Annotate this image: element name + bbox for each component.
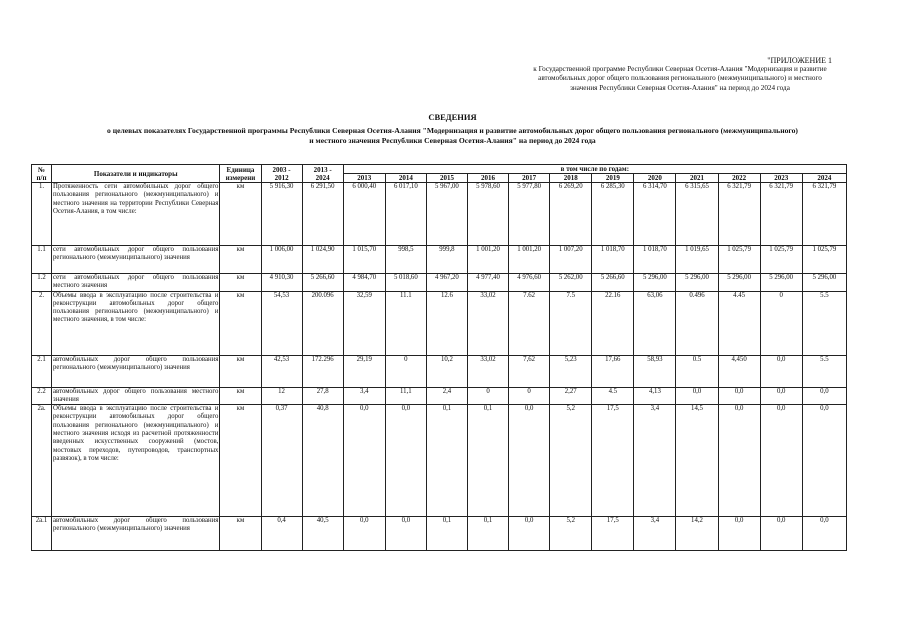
row-year-value: 1 019,65 xyxy=(676,246,718,274)
row-unit: км xyxy=(220,355,261,387)
row-year-value: 5 296,00 xyxy=(676,274,718,292)
row-year-value: 0,1 xyxy=(426,517,467,551)
row-year-value: 5 296,00 xyxy=(760,274,802,292)
row-year-value: 3,4 xyxy=(634,517,676,551)
table-row xyxy=(32,291,847,355)
row-year-value: 1 001,20 xyxy=(509,246,550,274)
row-period-2-value: 40,8 xyxy=(302,405,343,517)
header-year: 2017 xyxy=(509,174,550,183)
row-indicator: сети автомобильных дорог общего пользования местного значения xyxy=(53,274,219,290)
row-year-value: 5 266,60 xyxy=(592,274,634,292)
row-year-value: 5 262,00 xyxy=(550,274,592,292)
row-year-value: 4 984,70 xyxy=(343,274,385,292)
row-period-1-value: 12 xyxy=(261,387,302,405)
row-year-value: 0,0 xyxy=(760,405,802,517)
row-year-value: 0,0 xyxy=(343,517,385,551)
header-year: 2023 xyxy=(760,174,802,183)
row-number: 2.2 xyxy=(32,387,52,405)
document-heading: СВЕДЕНИЯ xyxy=(428,112,477,122)
header-year: 2019 xyxy=(592,174,634,183)
header-year: 2021 xyxy=(676,174,718,183)
row-year-value: 32,59 xyxy=(343,291,385,355)
row-year-value: 3,4 xyxy=(634,405,676,517)
row-year-value: 14,2 xyxy=(676,517,718,551)
row-year-value: 0,0 xyxy=(760,387,802,405)
row-year-value: 5.5 xyxy=(802,291,846,355)
row-year-value: 7.62 xyxy=(509,291,550,355)
row-unit: км xyxy=(220,274,261,292)
table-row xyxy=(32,183,847,246)
row-year-value: 11,1 xyxy=(385,387,426,405)
row-year-value: 58,93 xyxy=(634,355,676,387)
row-year-value: 0,0 xyxy=(760,517,802,551)
row-year-value: 2,27 xyxy=(550,387,592,405)
row-year-value: 10,2 xyxy=(426,355,467,387)
row-year-value: 1 015,70 xyxy=(343,246,385,274)
row-year-value: 0,1 xyxy=(426,405,467,517)
row-unit: км xyxy=(220,246,261,274)
row-indicator: Протяженность сети автомобильных дорог общего пользования регионального (межмуниципального) и местного значения на территории Республики Северная Осетия-Алания, в том числе: xyxy=(52,183,220,246)
row-unit: км xyxy=(220,387,261,405)
row-number: 1.1 xyxy=(32,246,52,274)
row-year-value: 4,450 xyxy=(718,355,760,387)
header-year: 2018 xyxy=(550,174,592,183)
row-year-value: 998,5 xyxy=(385,246,426,274)
header-year: 2014 xyxy=(385,174,426,183)
row-year-value: 4 967,20 xyxy=(426,274,467,292)
row-year-value: 12.6 xyxy=(426,291,467,355)
row-year-value: 4.5 xyxy=(592,387,634,405)
row-year-value: 6 269,20 xyxy=(550,183,592,246)
table-row xyxy=(32,355,847,387)
row-year-value: 1 025,79 xyxy=(718,246,760,274)
appendix-header xyxy=(470,56,890,93)
appendix-title: "ПРИЛОЖЕНИЕ 1 xyxy=(767,56,832,65)
row-year-value: 1 007,20 xyxy=(550,246,592,274)
row-year-value: 6 314,70 xyxy=(634,183,676,246)
row-year-value: 0,0 xyxy=(385,517,426,551)
row-year-value: 11.1 xyxy=(385,291,426,355)
row-unit: км xyxy=(220,291,261,355)
header-year: 2020 xyxy=(634,174,676,183)
row-year-value: 0,0 xyxy=(718,387,760,405)
row-indicator: Объемы ввода в эксплуатацию после строительства и реконструкции автомобильных дорог общего пользования регионального (межмуниципального) и местного значения, в том числе: xyxy=(52,291,220,355)
row-period-1-value: 5 916,30 xyxy=(261,183,302,246)
row-year-value: 0,0 xyxy=(509,405,550,517)
header-year: 2016 xyxy=(467,174,508,183)
header-year: 2022 xyxy=(718,174,760,183)
row-year-value: 0.5 xyxy=(676,355,718,387)
header-year: 2024 xyxy=(802,174,846,183)
row-indicator: сети автомобильных дорог общего пользования регионального (межмуниципального) значения xyxy=(52,246,220,274)
row-number: 2а. xyxy=(32,405,52,517)
row-year-value: 5 296,00 xyxy=(634,274,676,292)
row-year-value: 2,4 xyxy=(426,387,467,405)
row-year-value: 0 xyxy=(467,387,508,405)
row-year-value: 4 977,40 xyxy=(467,274,508,292)
subheading-line-1: о целевых показателях Государственной программы Республики Северная Осетия-Алания "Модернизация и развитие автомобильных дорог общего пользования регионального (межмуниципального) xyxy=(107,126,798,135)
row-number: 1. xyxy=(32,183,52,246)
row-unit: км xyxy=(220,405,261,517)
row-year-value: 0,0 xyxy=(802,387,846,405)
table-row xyxy=(32,246,847,274)
row-period-2-value: 1 024,90 xyxy=(302,246,343,274)
row-year-value: 6 017,10 xyxy=(385,183,426,246)
row-year-value: 0,1 xyxy=(467,517,508,551)
row-period-1-value: 54,53 xyxy=(261,291,302,355)
row-period-2-value: 40,5 xyxy=(302,517,343,551)
row-year-value: 33,02 xyxy=(467,355,508,387)
header-num: № п/п xyxy=(32,165,52,183)
row-indicator: автомобильных дорог общего пользования регионального (межмуниципального) значения xyxy=(52,517,220,551)
row-year-value: 5,2 xyxy=(550,405,592,517)
row-year-value: 4.45 xyxy=(718,291,760,355)
row-unit: км xyxy=(220,183,261,246)
appendix-line-2: автомобильных дорог общего пользования регионального (межмуниципального) и местного xyxy=(538,74,822,83)
row-year-value: 1 018,70 xyxy=(634,246,676,274)
row-year-value: 14,5 xyxy=(676,405,718,517)
row-year-value: 0,1 xyxy=(467,405,508,517)
row-year-value: 0,0 xyxy=(718,405,760,517)
row-year-value: 5 296,00 xyxy=(718,274,760,292)
row-period-2-value: 200.096 xyxy=(302,291,343,355)
row-period-2-value: 5 266,60 xyxy=(302,274,343,292)
row-year-value: 0,0 xyxy=(802,517,846,551)
row-year-value: 17,5 xyxy=(592,405,634,517)
row-period-1-value: 0,37 xyxy=(261,405,302,517)
row-year-value: 0,0 xyxy=(385,405,426,517)
table-row xyxy=(32,517,847,551)
row-period-2-value: 27,8 xyxy=(302,387,343,405)
subheading-line-2: и местного значения Республики Северная Осетия-Алания" на период до 2024 года xyxy=(309,136,596,145)
row-year-value: 0 xyxy=(509,387,550,405)
row-year-value: 6 321,79 xyxy=(802,183,846,246)
header-unit: Единица измерени xyxy=(220,165,261,183)
row-year-value: 0,0 xyxy=(718,517,760,551)
row-year-value: 17,66 xyxy=(592,355,634,387)
row-year-value: 6 315,65 xyxy=(676,183,718,246)
row-year-value: 6 000,40 xyxy=(343,183,385,246)
row-number: 2а.1 xyxy=(32,517,52,551)
row-period-2-value: 6 291,50 xyxy=(302,183,343,246)
appendix-line-3: значения Республики Северная Осетия-Алания" на период до 2024 года xyxy=(570,83,790,92)
table-row xyxy=(32,274,847,292)
row-year-value: 1 001,20 xyxy=(467,246,508,274)
row-year-value: 5 978,60 xyxy=(467,183,508,246)
row-indicator: автомобильных дорог общего пользования регионального (межмуниципального) значения xyxy=(52,355,220,387)
row-number: 2. xyxy=(32,291,52,355)
row-year-value: 0,0 xyxy=(676,387,718,405)
row-year-value: 6 321,79 xyxy=(718,183,760,246)
row-year-value: 0,0 xyxy=(760,355,802,387)
row-year-value: 5 018,60 xyxy=(385,274,426,292)
header-year: 2015 xyxy=(426,174,467,183)
row-number: 1.2 xyxy=(32,274,52,292)
row-period-2-value: 172.296 xyxy=(302,355,343,387)
row-period-1-value: 0,4 xyxy=(261,517,302,551)
row-year-value: 4 976,60 xyxy=(509,274,550,292)
row-year-value: 4,13 xyxy=(634,387,676,405)
row-year-value: 0,0 xyxy=(343,405,385,517)
row-year-value: 5.5 xyxy=(802,355,846,387)
row-number: 2.1 xyxy=(32,355,52,387)
row-year-value: 0 xyxy=(760,291,802,355)
row-year-value: 0.496 xyxy=(676,291,718,355)
row-year-value: 7.5 xyxy=(550,291,592,355)
row-year-value: 33,02 xyxy=(467,291,508,355)
row-indicator: автомобильных дорог общего пользования местного значения xyxy=(53,387,219,403)
header-indicator: Показатели и индикаторы xyxy=(52,165,220,183)
row-period-1-value: 42,53 xyxy=(261,355,302,387)
row-year-value: 22.16 xyxy=(592,291,634,355)
row-year-value: 29,19 xyxy=(343,355,385,387)
header-period-2: 2013 - 2024 xyxy=(302,165,343,183)
row-year-value: 1 025,79 xyxy=(802,246,846,274)
row-year-value: 63,06 xyxy=(634,291,676,355)
row-year-value: 17,5 xyxy=(592,517,634,551)
row-period-1-value: 1 006,00 xyxy=(261,246,302,274)
row-year-value: 5 977,80 xyxy=(509,183,550,246)
row-year-value: 0 xyxy=(385,355,426,387)
row-year-value: 6 321,79 xyxy=(760,183,802,246)
indicators-table xyxy=(31,164,847,551)
header-year: 2013 xyxy=(343,174,385,183)
appendix-line-1: к Государственной программе Республики Северная Осетия-Алания "Модернизация и развитие xyxy=(533,65,827,74)
row-year-value: 999,8 xyxy=(426,246,467,274)
table-row xyxy=(32,405,847,517)
row-year-value: 0,0 xyxy=(802,405,846,517)
row-year-value: 7,62 xyxy=(509,355,550,387)
row-year-value: 3,4 xyxy=(343,387,385,405)
row-year-value: 5 296,00 xyxy=(802,274,846,292)
row-year-value: 1 025,79 xyxy=(760,246,802,274)
row-year-value: 6 285,30 xyxy=(592,183,634,246)
header-period-1: 2003 - 2012 xyxy=(261,165,302,183)
row-year-value: 5,23 xyxy=(550,355,592,387)
table-row xyxy=(32,387,847,405)
document-subheading xyxy=(30,126,875,146)
row-year-value: 1 018,70 xyxy=(592,246,634,274)
header-by-years: в том числе по годам: xyxy=(343,165,846,174)
row-year-value: 5 967,00 xyxy=(426,183,467,246)
row-year-value: 0,0 xyxy=(509,517,550,551)
row-period-1-value: 4 910,30 xyxy=(261,274,302,292)
row-unit: км xyxy=(220,517,261,551)
row-indicator: Объемы ввода в эксплуатацию после строительства и реконструкции автомобильных дорог общего пользования регионального (межмуниципального) и местного значения исходя из расчетной протяженности введенных искусственных сооружений (мостов, мостовых переходов, путепроводов, транспортных развязок), в том числе: xyxy=(52,405,220,517)
row-year-value: 5,2 xyxy=(550,517,592,551)
